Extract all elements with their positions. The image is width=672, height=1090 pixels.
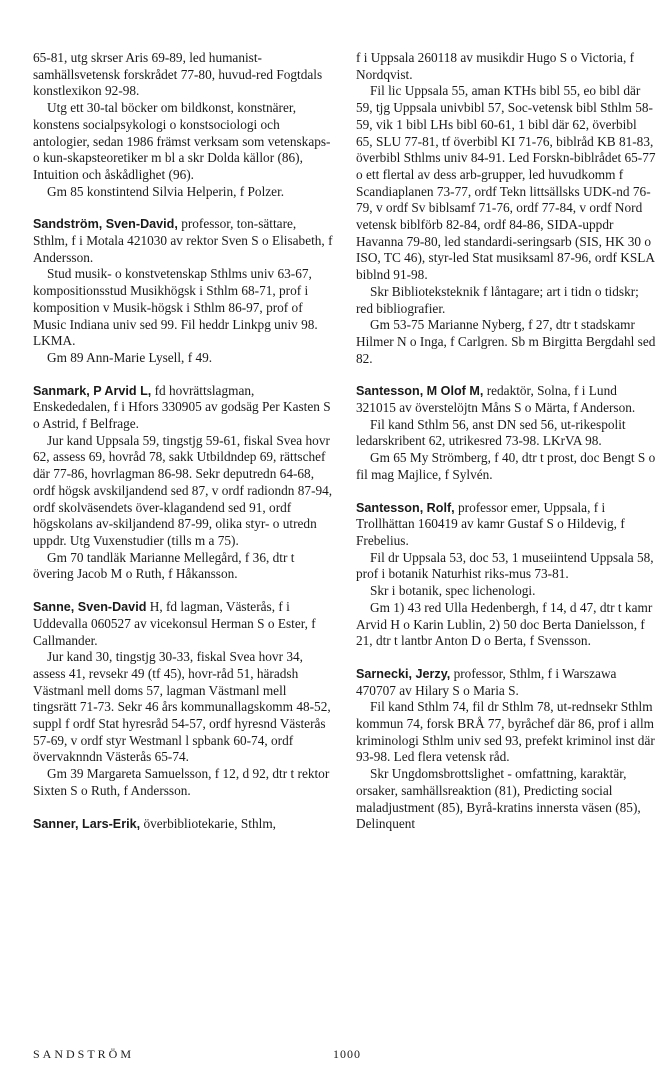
entry-paragraph: [356, 383, 656, 416]
entry-paragraph: Skr Biblioteksteknik f låntagare; art i tidn o tidskr; red bibliografier.: [356, 283, 639, 316]
entry-text: överbibliotekarie, Sthlm,: [143, 815, 277, 831]
entry-sanmark: [33, 383, 333, 583]
entry-paragraph: Jur kand 30, tingstjg 30-33, fiskal Svea hovr 34, assess 41, revsekr 49 (tf 45), hovr-råd 51, häradsh Västmanl mell doms 57, lagman Västmanl mell tingsrätt 71-73. Sekr 46 års kommunallagskomm 48-52, suppl f ordf Stat hyresråd 54-57, ordf hyresnd Västerås 57-69, v ordf styr Westmanl l spbank 60-74, ordf övervaknndn Västerås 65-74.: [33, 649, 331, 765]
entry-name: Sanner, Lars-Erik,: [33, 816, 141, 831]
entry-paragraph: Fil kand Sthlm 74, fil dr Sthlm 78, ut-rednsekr Sthlm kommun 74, forsk BRÅ 77, byråchef där 86, prof i allm kriminologi Sthlm univ sed 93, prefekt kriminol inst där 93-98. Led flera vetensk råd.: [356, 699, 655, 765]
entry-paragraph: Skr i botanik, spec lichenologi.: [370, 583, 536, 599]
entry-paragraph: [356, 666, 656, 699]
entry-santesson-olof: [356, 383, 656, 483]
entry-sanne: [33, 599, 333, 799]
entry-helperin-continuation: [33, 50, 333, 200]
entry-santesson-rolf: [356, 500, 656, 650]
entry-sanner: [33, 816, 333, 833]
entry-paragraph: Skr Ungdomsbrottslighet - omfattning, karaktär, orsaker, samhällsreaktion (81), Predicting social maladjustment (85), Byrå-kratins innersta väsen (85), Delinquent: [356, 766, 641, 832]
entry-paragraph: Utg ett 30-tal böcker om bildkonst, konstnärer, konstens socialpsykologi o konstsociologi och antologier, sedan 1986 främst verksam som vetenskaps- o kun-skapsteoretiker m bl a skr Dolda källor (86), Intuition och åskådlighet (96).: [33, 100, 331, 182]
entry-name: Santesson, Rolf,: [356, 500, 455, 515]
entry-paragraph: Gm 70 tandläk Marianne Mellegård, f 36, dtr t övering Jacob M o Ruth, f Håkansson.: [33, 549, 295, 582]
entry-paragraph: Jur kand Uppsala 59, tingstjg 59-61, fiskal Svea hovr 62, assess 69, hovråd 78, sakk Utbildndep 69, rättschef där 77-86, hovrlagman 86-98. Sekr deputredn 64-68, ordf högsk avskiljandend sed 87, v ordf radiondn 87-94, ordf skolväsendets över-klagandend sed 91, ordf högskolans av-skiljandend 87-99, olika styr- o utredn uppdr. Utg Vuxenstudier (tills m a 75).: [33, 432, 333, 548]
entry-paragraph: Gm 39 Margareta Samuelsson, f 12, d 92, dtr t rektor Sixten S o Ruth, f Andersson.: [33, 766, 330, 798]
entry-paragraph: 65-81, utg skrser Aris 69-89, led humanist-samhällsvetensk forskrådet 77-80, huvud-red Fogtdals konstlexikon 92-98.: [33, 50, 323, 99]
entry-text: professor, Sthlm, f i Warszawa 470707 av Hilary S o Maria S.: [356, 665, 617, 698]
entry-name: Santesson, M Olof M,: [356, 384, 484, 399]
entry-text: professor, ton-sättare, Sthlm, f i Motala 421030 av rektor Sven S o Elisabeth, f Andersson.: [33, 216, 333, 265]
page-number: 1000: [333, 1047, 361, 1061]
entry-paragraph: Gm 89 Ann-Marie Lysell, f 49.: [47, 349, 213, 365]
entry-name: Sarnecki, Jerzy,: [356, 666, 451, 681]
entry-text: fd hovrättslagman, Enskededalen, f i Hfors 330905 av godsäg Per Kasten S o Astrid, f Belfrage.: [33, 382, 331, 432]
entry-paragraph: Fil dr Uppsala 53, doc 53, 1 museiintend Uppsala 58, prof i botanik Naturhist riks-mus 73-81.: [356, 549, 654, 582]
entry-paragraph: Gm 53-75 Marianne Nyberg, f 27, dtr t stadskamr Hilmer N o Inga, f Carlgren. Sb m Birgitta Bergdahl sed 82.: [356, 317, 656, 366]
entry-paragraph: [33, 816, 333, 833]
entry-text: professor emer, Uppsala, f i Trollhättan 160419 av kamr Gustaf S o Hildevig, f Frebelius.: [356, 499, 625, 548]
entry-sarnecki: [356, 666, 656, 833]
entry-paragraph: Fil lic Uppsala 55, aman KTHs bibl 55, eo bibl där 59, tjg Uppsala univbibl 57, Soc-vetensk bibl Sthlm 58-59, vik 1 bibl LHs bibl 60-61, 1 bibl där 62, överbibl 65, SLU 77-81, tf överbibl KI 71-76, biblråd KB 81-83, överbibl Sthlms univ 84-91. Led Forskn-biblrådet 65-77 o ett flertal av dess arb-grupper, led huvudkomm f Scandiaplanen 73-77, ordf Tekn littsällsks UDK-nd 76-79, v ordf Sv biblsamf 71-76, ordf 77-84, v ordf Nord vetensk biblförb 82-84, ordf 84-86, SIDA-uppdr Havanna 79-80, led standardi-seringsarb (SIS, HK 30 o ISO, TC 46), styr-led Stat musiksaml 87-96, ordf KSLA biblnd 91-98.: [356, 83, 656, 283]
running-head: SANDSTRÖM: [33, 1047, 135, 1061]
entry-paragraph: Gm 65 My Strömberg, f 40, dtr t prost, doc Bengt S o fil mag Majlice, f Sylvén.: [356, 450, 656, 482]
entry-text: H, fd lagman, Västerås, f i Uddevalla 060527 av vicekonsul Herman S o Ester, f Callmander.: [33, 599, 316, 648]
entry-paragraph: Gm 1) 43 red Ulla Hedenbergh, f 14, d 47, dtr t kamr Arvid H o Karin Lublin, 2) 50 doc Berta Danielsson, f 21, dtr t lantbr Anton D o Berta, f Svensson.: [356, 599, 653, 649]
entry-name: Sandström, Sven-David,: [33, 217, 178, 232]
entry-name: Sanne, Sven-David: [33, 600, 147, 615]
entry-paragraph: [33, 216, 333, 266]
entry-paragraph: Gm 85 konstintend Silvia Helperin, f Polzer.: [47, 183, 285, 199]
entry-text: redaktör, Solna, f i Lund 321015 av överstelöjtn Måns S o Märta, f Anderson.: [356, 383, 636, 416]
entry-name: Sanmark, P Arvid L,: [33, 383, 152, 398]
entry-paragraph: [33, 599, 333, 649]
entry-paragraph: Stud musik- o konstvetenskap Sthlms univ 63-67, kompositionsstud Musikhögsk i Sthlm 68-71, prof i komposition v Musik-högsk i Sthlm 86-97, prof of Music Indiana univ sed 99. Fil heddr Linkpg univ 98. LKMA.: [33, 266, 318, 349]
entry-paragraph: f i Uppsala 260118 av musikdir Hugo S o Victoria, f Nordqvist.: [356, 50, 635, 82]
entry-paragraph: [33, 383, 333, 433]
entry-paragraph: [356, 500, 656, 550]
entry-sandstrom: [33, 216, 333, 366]
right-column: [356, 50, 656, 849]
page-footer: [33, 1047, 643, 1067]
left-column: [33, 50, 333, 848]
entry-paragraph: Fil kand Sthlm 56, anst DN sed 56, ut-rikespolit ledarskribent 62, utrikesred 73-98. LKrVA 98.: [356, 416, 626, 449]
entry-sanner-continuation: [356, 50, 656, 367]
